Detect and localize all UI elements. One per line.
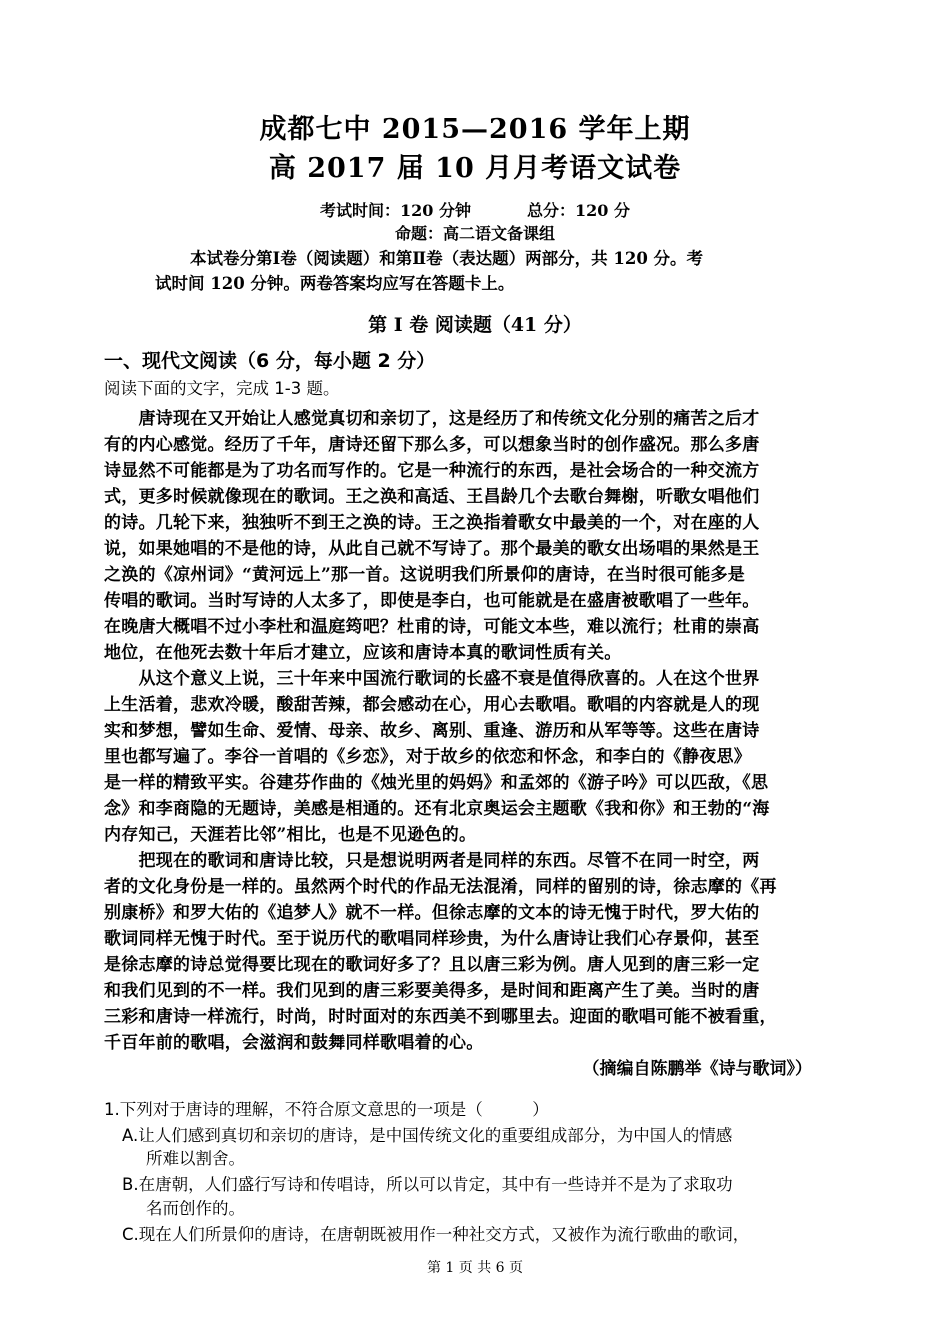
passage-line: 唐诗现在又开始让人感觉真切和亲切了，这是经历了和传统文化分别的痛苦之后才	[104, 409, 760, 429]
passage-source: （摘编自陈鹏举《诗与歌词》）	[582, 1059, 812, 1079]
passage-line: 上生活着，悲欢冷暖，酸甜苦辣，都会感动在心，用心去歌唱。歌唱的内容就是人的现	[104, 695, 760, 715]
passage-line: 三彩和唐诗一样流行，时尚，时时面对的东西美不到哪里去。迎面的歌唱可能不被看重，	[104, 1007, 777, 1027]
question-1-option-a: A.让人们感到真切和亲切的唐诗，是中国传统文化的重要组成部分，为中国人的情感	[122, 1126, 733, 1145]
section-title: 第 Ⅰ 卷 阅读题（41 分）	[368, 314, 582, 336]
passage-line: 从这个意义上说，三十年来中国流行歌词的长盛不衰是值得欣喜的。人在这个世界	[104, 669, 760, 689]
question-1-option-c: C.现在人们所景仰的唐诗，在唐朝既被用作一种社交方式，又被作为流行歌曲的歌词，	[122, 1225, 750, 1244]
passage-line: 者的文化身份是一样的。虽然两个时代的作品无法混淆，同样的留别的诗，徐志摩的《再	[104, 877, 777, 897]
passage-line: 式，更多时候就像现在的歌词。王之涣和高适、王昌龄几个去歌台舞榭，听歌女唱他们	[104, 487, 760, 507]
passage-line: 歌词同样无愧于时代。至于说历代的歌唱同样珍贵，为什么唐诗让我们心存景仰，甚至	[104, 929, 760, 949]
question-1-option-b-cont: 名而创作的。	[146, 1199, 245, 1218]
question-1-option-a-cont: 所难以割舍。	[146, 1149, 245, 1168]
passage-line: 传唱的歌词。当时写诗的人太多了，即使是李白，也可能就是在盛唐被歌唱了一些年。	[104, 591, 760, 611]
passage-line: 的诗。几轮下来，独独听不到王之涣的诗。王之涣指着歌女中最美的一个，对在座的人	[104, 513, 760, 533]
passage-line: 之涣的《凉州词》“黄河远上”那一首。这说明我们所景仰的唐诗，在当时很可能多是	[104, 565, 746, 585]
passage-line: 是徐志摩的诗总觉得要比现在的歌词好多了？且以唐三彩为例。唐人见到的唐三彩一定	[104, 955, 760, 975]
passage-line: 千百年前的歌唱，会滋润和鼓舞同样歌唱着的心。	[104, 1033, 484, 1053]
exam-title-line1: 成都七中 2015—2016 学年上期	[259, 114, 691, 145]
exam-title-line2: 高 2017 届 10 月月考语文试卷	[268, 153, 682, 184]
exam-author: 命题：高二语文备课组	[394, 224, 555, 243]
exam-intro-line1: 本试卷分第Ⅰ卷（阅读题）和第Ⅱ卷（表达题）两部分，共 120 分。考	[190, 249, 704, 268]
reading-instruction: 阅读下面的文字，完成 1-3 题。	[104, 379, 340, 398]
passage-line: 把现在的歌词和唐诗比较，只是想说明两者是同样的东西。尽管不在同一时空，两	[104, 851, 760, 871]
passage-line: 和我们见到的不一样。我们见到的唐三彩要美得多，是时间和距离产生了美。当时的唐	[104, 981, 760, 1001]
exam-intro-line2: 试时间 120 分钟。两卷答案均应写在答题卡上。	[155, 274, 515, 293]
passage-line: 在晚唐大概唱不过小李杜和温庭筠吧？杜甫的诗，可能文本些，难以流行；杜甫的崇高	[104, 617, 760, 637]
passage-line: 诗显然不可能都是为了功名而写作的。它是一种流行的东西，是社会场合的一种交流方	[104, 461, 760, 481]
part-title: 一、现代文阅读（6 分，每小题 2 分）	[104, 350, 436, 372]
page-number: 第 1 页 共 6 页	[426, 1260, 524, 1276]
passage-line: 实和梦想，譬如生命、爱情、母亲、故乡、离别、重逢、游历和从军等等。这些在唐诗	[104, 721, 760, 741]
passage-line: 里也都写遍了。李谷一首唱的《乡恋》，对于故乡的依恋和怀念，和李白的《静夜思》	[104, 747, 751, 767]
passage-line: 说，如果她唱的不是他的诗，从此自己就不写诗了。那个最美的歌女出场唱的果然是王	[104, 539, 760, 559]
passage-line: 地位，在他死去数十年后才建立，应该和唐诗本真的歌词性质有关。	[104, 643, 622, 663]
passage-line: 内存知己，天涯若比邻”相比，也是不见逊色的。	[104, 825, 477, 845]
question-1-stem: 1.下列对于唐诗的理解，不符合原文意思的一项是（ ）	[104, 1100, 549, 1119]
passage-line: 别康桥》和罗大佑的《追梦人》就不一样。但徐志摩的文本的诗无愧于时代，罗大佑的	[104, 903, 760, 923]
exam-meta-row	[0, 198, 950, 221]
passage-line: 念》和李商隐的无题诗，美感是相通的。还有北京奥运会主题歌《我和你》和王勃的“海	[104, 799, 770, 819]
passage-line: 有的内心感觉。经历了千年，唐诗还留下那么多，可以想象当时的创作盛况。那么多唐	[104, 435, 760, 455]
exam-time: 考试时间：120 分钟	[320, 201, 471, 220]
passage-line: 是一样的精致平实。谷建芬作曲的《烛光里的妈妈》和孟郊的《游子吟》可以匹敌，《思	[104, 773, 769, 793]
question-1-option-b: B.在唐朝，人们盛行写诗和传唱诗，所以可以肯定，其中有一些诗并不是为了求取功	[122, 1175, 733, 1194]
total-score: 总分：120 分	[527, 201, 630, 220]
